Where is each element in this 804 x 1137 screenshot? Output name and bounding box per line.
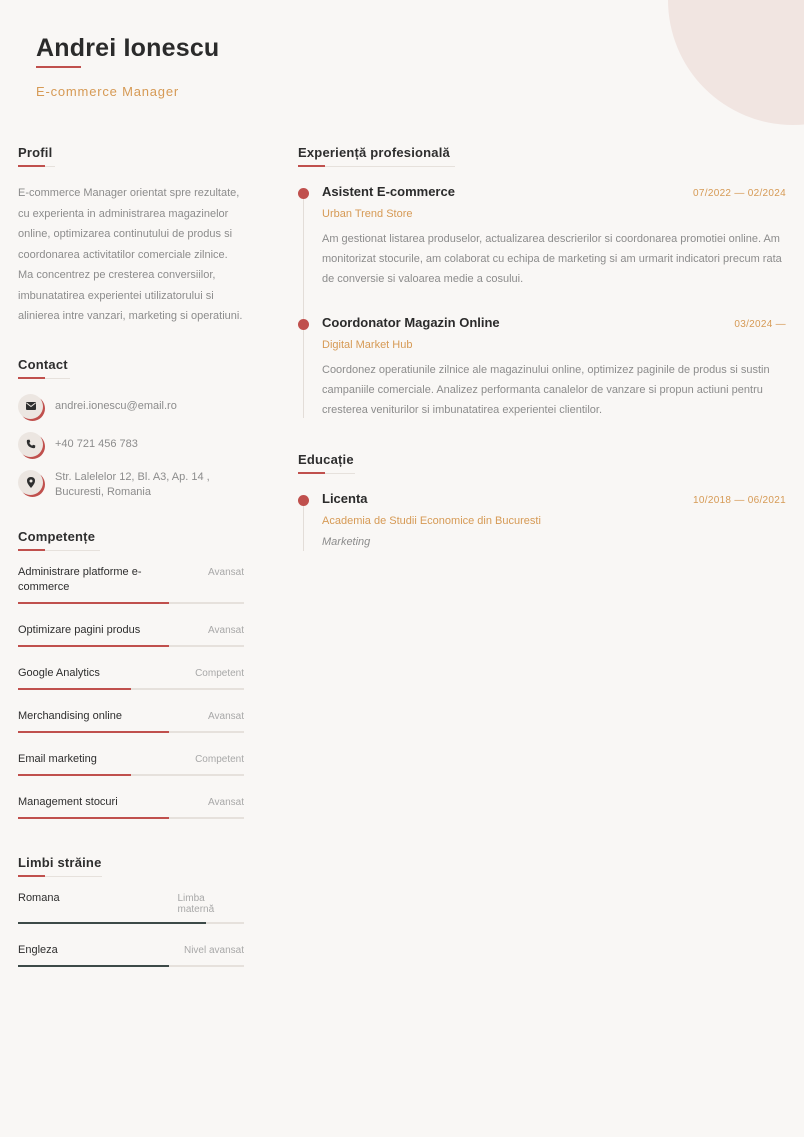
entry-date: 10/2018 — 06/2021 [693,495,786,506]
skill-item [18,565,244,604]
email-text: andrei.ionescu@email.ro [55,399,177,412]
language-level: Nivel avansat [183,944,244,956]
skill-bar [18,602,244,604]
skill-level: Avansat [208,710,244,722]
language-name: Romana [18,891,60,904]
language-bar-fill [18,922,206,924]
timeline-dot [298,319,309,330]
skill-level: Competent [195,753,244,765]
skill-bar-fill [18,774,131,776]
skill-level: Avansat [208,566,244,578]
entry-organization: Academia de Studii Economice din Bucuresti [322,515,541,527]
language-bar-fill [18,965,169,967]
contact-address [18,470,244,500]
phone-text: +40 721 456 783 [55,437,138,450]
language-item [18,891,244,924]
education-section [298,452,786,548]
entry-title: Licenta [322,491,368,506]
skill-name: Merchandising online [18,709,122,722]
job-title: E-commerce Manager [36,84,179,99]
envelope-icon [18,394,43,419]
candidate-name: Andrei Ionescu [36,34,220,62]
education-entry [298,491,786,548]
skill-name: Google Analytics [18,666,100,679]
location-pin-icon [18,470,43,495]
contact-email [18,394,244,419]
skill-bar [18,731,244,733]
skill-item [18,709,244,733]
profile-text: E-commerce Manager orientat spre rezultate, cu experienta in administrarea magazinelor online, optimizarea continutului de produs si coordonarea activitatilor comerciale zilnice. Ma concentrez pe cresterea conversiilor, imbunatatirea experientei utilizatorului si alinierea intre vanzari, marketing si operatiuni. [18,187,243,322]
skill-item [18,752,244,776]
right-column [298,145,786,548]
timeline-dot [298,495,309,506]
experience-entry [298,184,786,289]
skill-level: Avansat [208,624,244,636]
entry-title: Coordonator Magazin Online [322,315,500,330]
skill-level: Competent [195,667,244,679]
name-underline [36,66,81,68]
experience-entry [298,315,786,420]
address-text: Str. Lalelelor 12, Bl. A3, Ap. 14 , Bucuresti, Romania [55,470,210,498]
title-underline [18,549,244,551]
section-title-education: Educație [298,452,354,467]
education-timeline [298,491,786,548]
title-underline [298,472,786,474]
left-column [18,145,244,967]
skill-item [18,623,244,647]
section-title-experience: Experiență profesională [298,145,450,160]
contact-phone [18,432,244,457]
skill-name: Management stocuri [18,795,118,808]
profile-section [18,145,244,327]
skill-bar-fill [18,645,169,647]
skills-section [18,529,244,819]
entry-description: Coordonez operatiunile zilnice ale magazinului online, optimizez paginile de produs si sustin campaniile comerciale. Analizez performanta canalelor de vanzare si propun actiuni pentru cresterea veniturilor si imbunatatirea experientei clientilor. [322,364,770,416]
entry-date: 07/2022 — 02/2024 [693,188,786,199]
skill-bar [18,645,244,647]
languages-list [18,891,244,967]
decorative-circle [668,0,804,125]
language-name: Engleza [18,943,58,956]
contact-section [18,357,244,500]
skill-bar [18,774,244,776]
experience-timeline [298,184,786,420]
entry-title: Asistent E-commerce [322,184,455,199]
skill-bar-fill [18,602,169,604]
section-title-languages: Limbi străine [18,854,102,870]
skill-item [18,795,244,819]
skill-item [18,666,244,690]
skill-name: Optimizare pagini produs [18,623,141,636]
entry-organization: Urban Trend Store [322,208,413,220]
skill-level: Avansat [208,796,244,808]
experience-section [298,145,786,420]
language-level: Limba maternă [177,892,215,915]
entry-organization: Digital Market Hub [322,339,413,351]
language-bar [18,965,244,967]
entry-date: 03/2024 — [734,319,786,330]
skill-name: Email marketing [18,752,97,765]
title-underline [18,875,244,877]
skill-bar-fill [18,817,169,819]
timeline-dot [298,188,309,199]
phone-icon [18,432,43,457]
entry-detail: Marketing [322,536,371,548]
title-underline [18,165,244,167]
skill-bar-fill [18,688,131,690]
title-underline [298,165,786,167]
skill-bar [18,688,244,690]
skill-bar-fill [18,731,169,733]
skills-list [18,565,244,819]
section-title-skills: Competențe [18,528,96,544]
skill-bar [18,817,244,819]
section-title-profile: Profil [18,145,53,160]
languages-section [18,855,244,967]
header [36,34,219,99]
skill-name: Administrare platforme e-commerce [18,565,142,593]
section-title-contact: Contact [18,356,68,372]
entry-description: Am gestionat listarea produselor, actualizarea descrierilor si coordonarea promotiei online. Am monitorizat stocurile, am colaborat cu echipa de marketing si am urmarit indicatori precum rata de conversie si valoarea medie a cosului. [322,233,782,285]
title-underline [18,377,244,379]
language-bar [18,922,244,924]
language-item [18,943,244,967]
